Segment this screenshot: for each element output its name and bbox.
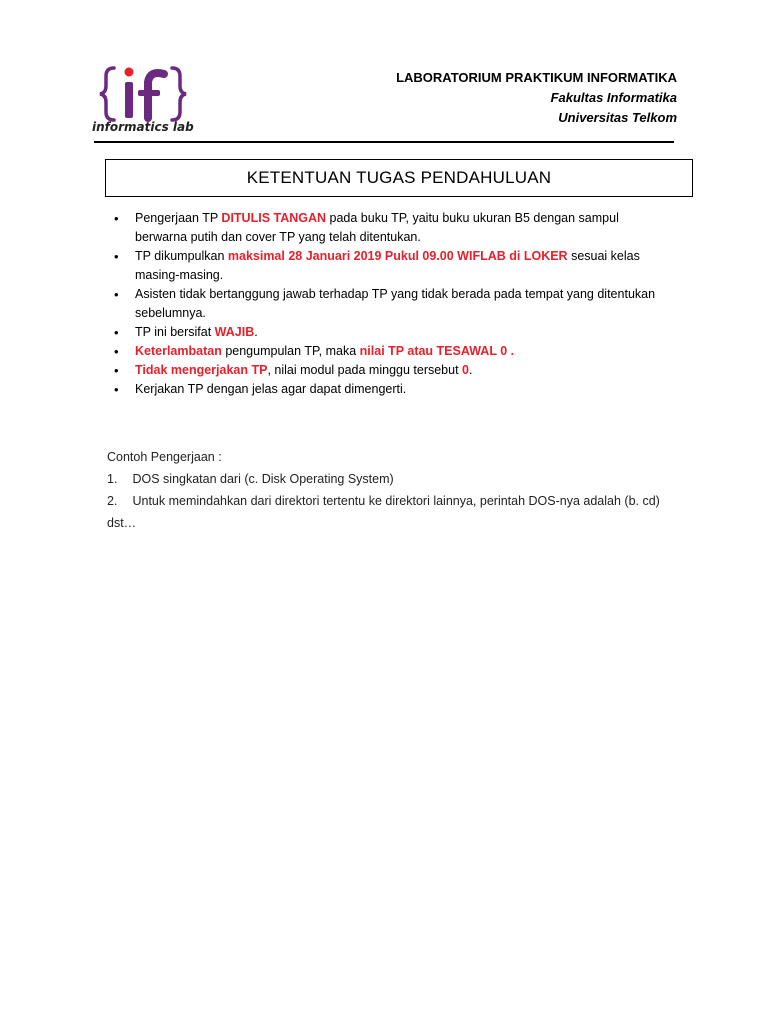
example-item-number: 1. [107, 472, 118, 486]
rule-item [110, 323, 670, 342]
university-name: Universitas Telkom [558, 110, 677, 125]
rule-emphasis-text: maksimal 28 Januari 2019 Pukul 09.00 WIFLAB di LOKER [227, 249, 568, 263]
rule-text: Asisten tidak bertanggung jawab terhadap TP yang tidak berada pada tempat yang ditentukan sebelumnya. [135, 287, 656, 320]
header-divider [94, 141, 674, 143]
rule-text: pada buku TP, yaitu buku ukuran B5 dengan sampul berwarna putih dan cover TP yang telah ditentukan. [135, 211, 619, 244]
rule-item [110, 285, 670, 323]
rule-text: Kerjakan TP dengan jelas agar dapat dimengerti. [135, 382, 407, 396]
rule-text: . [254, 325, 258, 339]
title-box [105, 159, 693, 197]
rule-item [110, 380, 670, 399]
example-section [107, 446, 677, 534]
org-name: LABORATORIUM PRAKTIKUM INFORMATIKA [396, 70, 677, 85]
logo-brand-text: informatics lab [92, 120, 194, 134]
rule-text: sesuai kelas masing-masing. [135, 249, 640, 282]
rule-emphasis-text: WAJIB [214, 325, 255, 339]
rule-text: TP dikumpulkan [135, 249, 228, 263]
rule-emphasis-text: Keterlambatan [135, 344, 222, 358]
rule-emphasis-text: nilai TP atau TESAWAL 0 . [359, 344, 515, 358]
example-item-number: 2. [107, 494, 118, 508]
rule-text: pengumpulan TP, maka [221, 344, 360, 358]
rule-emphasis-text: 0 [462, 363, 469, 377]
rules-list [110, 209, 670, 399]
example-item [107, 490, 677, 512]
example-item-text: Untuk memindahkan dari direktori tertentu ke direktori lainnya, perintah DOS-nya adalah (b. cd) [132, 494, 660, 508]
rule-text: Pengerjaan TP [135, 211, 222, 225]
rule-item [110, 209, 670, 247]
example-heading: Contoh Pengerjaan : [107, 450, 222, 464]
example-item [107, 468, 677, 490]
rule-item [110, 361, 670, 380]
page-title: KETENTUAN TUGAS PENDAHULUAN [246, 168, 552, 187]
rule-item [110, 342, 670, 361]
rule-text: , nilai modul pada minggu tersebut [267, 363, 463, 377]
rule-item [110, 247, 670, 285]
example-footer: dst… [107, 516, 137, 530]
informatics-lab-logo [92, 62, 197, 138]
faculty-name: Fakultas Informatika [550, 90, 677, 105]
rule-text: TP ini bersifat [135, 325, 215, 339]
rule-text: . [468, 363, 473, 377]
example-item-text: DOS singkatan dari (c. Disk Operating System) [132, 472, 394, 486]
rule-emphasis-text: Tidak mengerjakan TP [135, 363, 268, 377]
rule-emphasis-text: DITULIS TANGAN [221, 211, 327, 225]
header-info [396, 68, 677, 128]
